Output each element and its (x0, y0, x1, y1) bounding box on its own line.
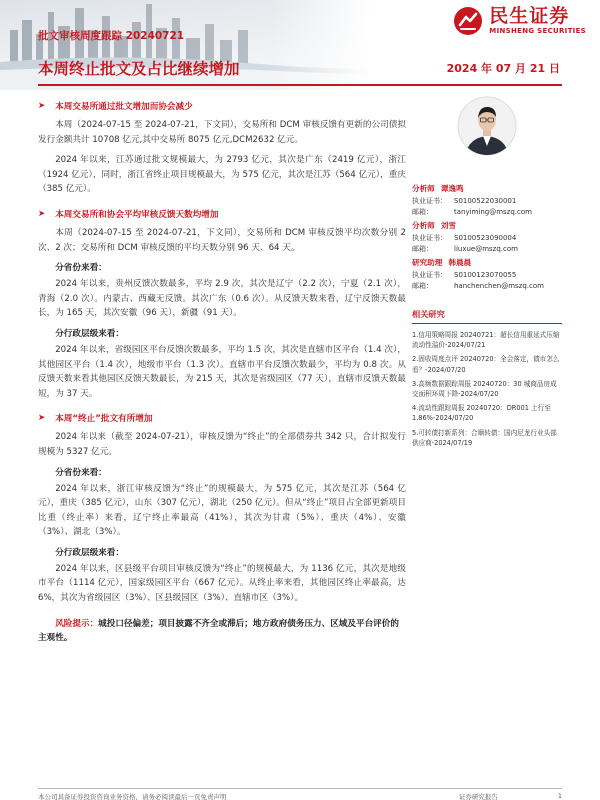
analyst-role: 研究助理 (412, 258, 443, 267)
analyst-card (412, 182, 562, 218)
cert-label: 执业证书： (412, 271, 447, 279)
subheading: 分省份来看： (55, 263, 107, 274)
main-content (38, 100, 406, 646)
header-banner (0, 0, 600, 90)
paragraph: 2024 年以来，区县级平台项目审核反馈为“终止”的规模最大，为 1136 亿元，其次是地级市平台（1114 亿元），国家级园区平台（667 亿元）。从终止率来看，其他园区终止率最高，达 6%，其次为省级园区（3%）、区县级园区（3%）、直辖市区（3%）。 (38, 563, 406, 604)
cert-label: 执业证书： (412, 234, 447, 242)
related-research-link[interactable]: 1.信用策略周报 20240721：超长信用重延式压缩流动性溢价-2024/07/21 (412, 331, 560, 350)
minsheng-logo (453, 6, 586, 36)
section-heading (38, 412, 406, 424)
cert-number: S0100523090004 (454, 234, 517, 242)
paragraph: 2024 年以来（截至 2024-07-21），审核反馈为“终止”的全部债券共 342 只，合计拟发行规模为 5327 亿元。 (38, 432, 406, 457)
paragraph: 2024 年以来，省级园区平台反馈次数最多，平均 1.5 次，其次是直辖市区平台（1.4 次），其他园区平台（1.4 次），地级市平台（1.3 次）。直辖市平台反馈次数最少，平均为 0.8 次。从反馈天数来看其他园区反馈天数最长，为 215 天，其次是省级园区（77 天），直辖市反馈天数最短，为 37 天。 (38, 344, 406, 399)
analyst-role: 分析师 (412, 221, 435, 230)
analyst-portrait-image (457, 96, 517, 156)
related-research-link[interactable]: 5.可转债打新系列：合顺转债：国内尼龙行业头部供应商-2024/07/19 (412, 428, 557, 447)
analyst-list (412, 182, 562, 292)
analyst-email[interactable]: liuxue@mszq.com (454, 245, 518, 253)
arrow-bullet-icon: ➤ (38, 413, 46, 424)
analyst-name: 谭逸鸣 (440, 184, 464, 193)
email-label: 邮箱： (412, 245, 433, 253)
sidebar (412, 96, 562, 452)
page-number: 1 (557, 792, 562, 800)
report-title: 本周终止批文及占比继续增加 (38, 60, 240, 78)
brand-name-cn: 民生证券 (489, 5, 570, 27)
analyst-card (412, 219, 562, 255)
footer-report-type: 证券研究报告 (458, 793, 498, 800)
analyst-name: 刘雪 (440, 221, 456, 230)
cert-label: 执业证书： (412, 197, 447, 205)
analyst-email[interactable]: tanyiming@mszq.com (454, 208, 532, 216)
related-research (412, 309, 562, 448)
minsheng-logo-mark-icon (453, 6, 483, 36)
paragraph: 本周（2024-07-15 至 2024-07-21，下文同），交易所和 DCM 审核反馈平均次数分别 2 次、2 次；交易所和 DCM 审核反馈的平均天数分别 96 天、64 天。 (38, 227, 406, 253)
section-heading-text: 本周交易所通过批文增加而协会减少 (55, 102, 193, 112)
paragraph: 2024 年以来，江苏通过批文规模最大，为 2793 亿元，其次是广东（2419 亿元），浙江（1924 亿元），同时，浙江省终止项目规模最大，为 575 亿元，其次是江苏（564 亿元），重庆（385 亿元）。 (38, 155, 406, 195)
section-3 (38, 412, 406, 605)
page-footer (38, 788, 562, 800)
arrow-bullet-icon: ➤ (38, 208, 46, 219)
subheading: 分省份来看： (55, 467, 107, 478)
risk-label: 风险提示： (55, 618, 99, 629)
section-1 (38, 100, 406, 197)
footer-disclaimer: 本公司具备证券投资咨询业务资格，请务必阅读最后一页免责声明 (38, 793, 227, 800)
related-research-link[interactable]: 3.高频数据跟踪周报 20240720：30 城商品房成交面积环周下降-2024/07/20 (412, 379, 557, 399)
analyst-card (412, 256, 562, 292)
cert-number: S0100123070055 (454, 271, 517, 279)
header-divider (38, 84, 562, 86)
report-date: 2024 年 07 月 21 日 (446, 62, 560, 75)
subheading: 分行政层级来看： (55, 328, 124, 339)
section-heading-text: 本周“终止”批文有所增加 (55, 414, 153, 425)
paragraph: 2024 年以来，贵州反馈次数最多，平均 2.9 次，其次是辽宁（2.2 次），宁夏（2.1 次），青海（2.0 次）。内蒙古、西藏无反馈。其次广东（0.6 次）。从反馈天数来看，辽宁反馈天数最长，为 165 天，其次安徽（96 天），新疆（91 天）。 (38, 279, 406, 319)
email-label: 邮箱： (412, 282, 433, 290)
related-research-link[interactable]: 4.流动性跟踪周报 20240720：DR001 上行至 1.86%-2024/07/20 (412, 404, 551, 423)
analyst-email[interactable]: hanchenchen@mszq.com (454, 282, 544, 290)
paragraph: 2024 年以来，浙江审核反馈为“终止”的规模最大，为 575 亿元，其次是江苏（564 亿元），重庆（385 亿元），山东（307 亿元），湖北（250 亿元）。但从“终止”项目占全部更新项目比重（终止率）来看，辽宁终止率最高（41%），其次为甘肃（5%）、重庆（4%）、安徽（3%）、湖北（3%）。 (38, 483, 406, 538)
paragraph: 本周（2024-07-15 至 2024-07-21，下文同），交易所和 DCM 审核反馈有更新的公司债拟发行金额共计 10708 亿元,其中交易所 8075 亿元,DCM2632 亿元。 (38, 120, 406, 145)
section-2 (38, 208, 406, 401)
analyst-role: 分析师 (412, 184, 435, 193)
related-research-link[interactable]: 2.固收周度点评 20240720：全会落定，债市怎么看？-2024/07/20 (412, 355, 560, 374)
risk-text: 城投口径偏差；项目披露不齐全或滞后；地方政府债务压力、区域及平台评价的主观性。 (38, 618, 399, 644)
analyst-name: 韩晨晨 (448, 258, 472, 267)
section-heading-text: 本周交易所和协会平均审核反馈天数均增加 (55, 209, 219, 220)
arrow-bullet-icon: ➤ (38, 101, 46, 111)
section-heading (38, 208, 406, 220)
risk-warning (38, 617, 406, 646)
section-heading (38, 100, 406, 112)
subheading: 分行政层级来看： (55, 547, 124, 558)
email-label: 邮箱： (412, 208, 433, 216)
brand-name-en: MINSHENG SECURITIES (489, 27, 586, 35)
report-series: 批文审核周度跟踪 20240721 (38, 30, 185, 42)
cert-number: S0100522030001 (454, 197, 517, 205)
related-research-title: 相关研究 (412, 309, 562, 324)
